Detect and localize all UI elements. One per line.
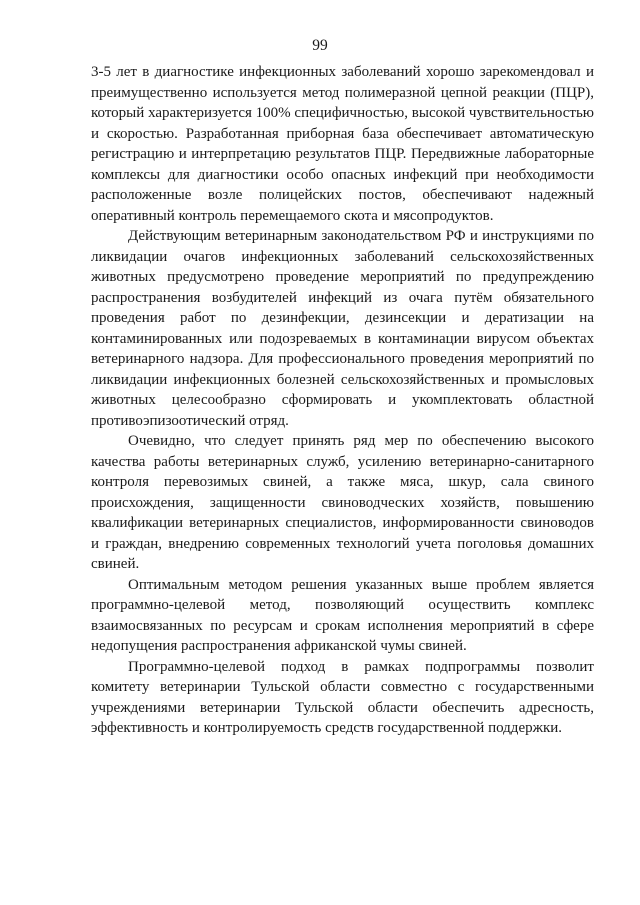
- paragraph-2: Действующим ветеринарным законодательством РФ и инструкциями по ликвидации очагов инфекционных заболеваний сельскохозяйственных животных предусмотрено проведение мероприятий по предупреждению распространения возбудителей инфекций из очага путём обязательного проведения работ по дезинфекции, дезинсекции и дератизации на контаминированных или подозреваемых в контаминации вирусом объектах ветеринарного надзора. Для профессионального проведения мероприятий по ликвидации инфекционных болезней сельскохозяйственных и промысловых животных целесообразно сформировать и укомплектовать областной противоэпизоотический отряд.: [91, 228, 594, 429]
- document-body: [91, 62, 594, 739]
- paragraph-3: Очевидно, что следует принять ряд мер по обеспечению высокого качества работы ветеринарных служб, усилению ветеринарно-санитарного контроля перевозимых свиней, а также мяса, шкур, сала свиного происхождения, защищенности свиноводческих хозяйств, повышению квалификации ветеринарных специалистов, информированности свиноводов и граждан, внедрению современных технологий учета поголовья домашних свиней.: [91, 433, 594, 572]
- page-number: 99: [312, 37, 328, 54]
- paragraph-4: Оптимальным методом решения указанных выше проблем является программно-целевой метод, позволяющий осуществить комплекс взаимосвязанных по ресурсам и срокам исполнения мероприятий в сфере недопущения распространения африканской чумы свиней.: [91, 576, 594, 654]
- paragraph-1: 3-5 лет в диагностике инфекционных заболеваний хорошо зарекомендовал и преимущественно используется метод полимеразной цепной реакции (ПЦР), который характеризуется 100% специфичностью, высокой чувствительностью и скоростью. Разработанная приборная база обеспечивает автоматическую регистрацию и интерпретацию результатов ПЦР. Передвижные лабораторные комплексы для диагностики особо опасных инфекций при необходимости расположенные возле полицейских постов, обеспечивают надежный оперативный контроль перемещаемого скота и мясопродуктов.: [91, 64, 594, 224]
- paragraph-5: Программно-целевой подход в рамках подпрограммы позволит комитету ветеринарии Тульской области совместно с государственными учреждениями ветеринарии Тульской области обеспечить адресность, эффективность и контролируемость средств государственной поддержки.: [91, 658, 594, 736]
